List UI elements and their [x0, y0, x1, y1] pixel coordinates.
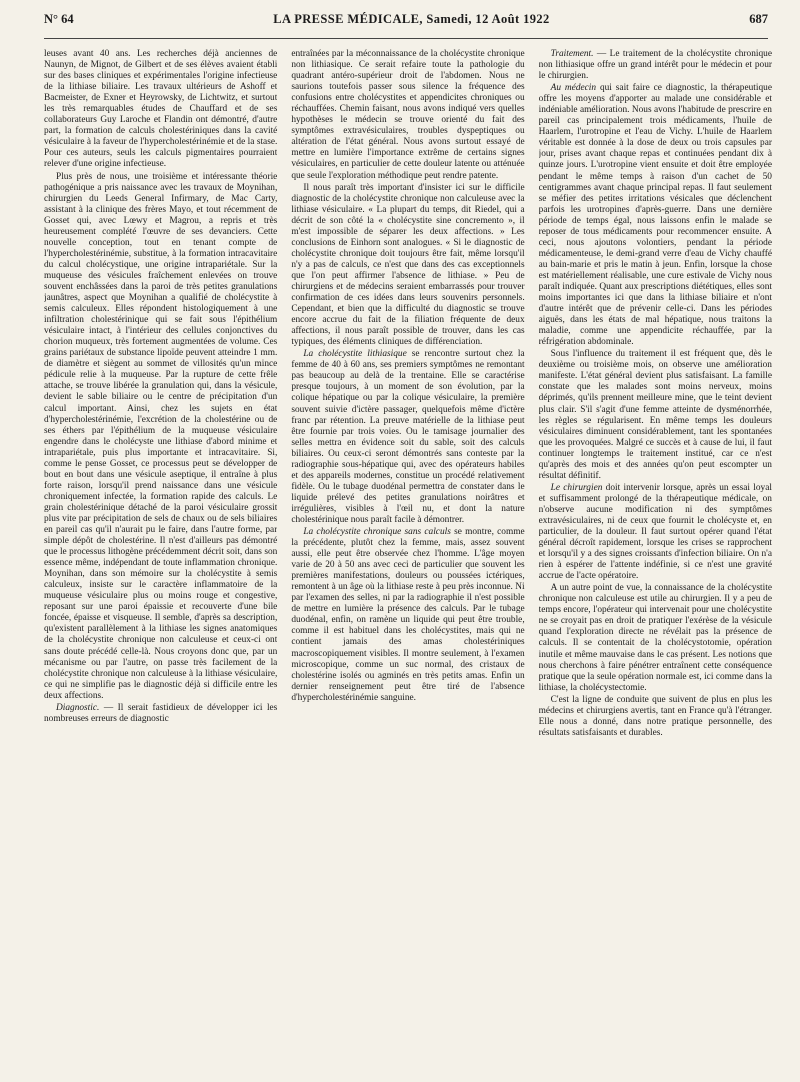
- paragraph-text: se montre, comme la précédente, plutôt chez la femme, mais, assez souvent aussi, elle peut être observée chez l'homme. L'âge moyen varie de 20 à 50 ans avec ceci de particulier que souvent les premières manifestations, douleurs ou poussées ictériques, remontent à un âge où la lithiase reste à peu près inconnue. Ni par l'examen des selles, ni par la radiographie il n'est possible de mettre en lumière la présence des calculs. Par le tubage duodénal, enfin, on ramène un liquide qui peut être trouble, comme il est habituel dans les cholécystites, mais qui ne contient jamais des amas cholestériniques macroscopiquement visibles. Il montre seulement, à l'examen microscopique, comme un suc normal, des cristaux de cholestérine isolés ou agminés en très petits amas. Enfin un dernier renseignement peut être tiré de l'absence d'hypercholestérinémie sanguine.: [291, 527, 525, 703]
- paragraph-text: se rencontre surtout chez la femme de 40 à 60 ans, ses premiers symptômes ne remontant pas beaucoup au delà de la trentaine. Elle se caractérise presque toujours, à un moment de son évolution, par la colique hépatique ou par la colique vésiculaire, la première souvent suivie d'ictère passager, quelquefois même d'ictère franc par rétention. La preuve matérielle de la lithiase peut être fournie par trois voies. Ou le tamisage journalier des selles mettra en évidence soit du sable, soit des calculs biliaires. Ou ceux-ci seront démontrés sans conteste par la radiographie sous-hépatique qui, avec des opérateurs habiles et des appareils modernes, constitue un procédé relativement fidèle. Ou le tubage duodénal permettra de constater dans le liquide prélevé des petites granulations noirâtres et irrégulières, visibles à l'œil nu, et dont la nature cholestérinique nous paraît facile à démontrer.: [291, 349, 525, 525]
- paragraph: Plus près de nous, une troisième et intéressante théorie pathogénique a pris naissance avec les travaux de Moynihan, chirurgien du Leeds General Infirmary, de Mac Carty, assistant à la clinique des frères Mayo, et tout récemment de Gosset qui, avec Lœwy et Magrou, a repris et très heureusement complété l'œuvre de ses devanciers. Cette nouvelle conception, tout en tenant compte de l'hypercholestérinémie, substitue, à la formation intracavitaire du calcul cholécystique, une origine intrapariétale. Sur la muqueuse des vésicules fraîchement enlevées on trouve souvent enchâssées dans la paroi de très petites granulations jaunâtres, aspect que Moynihan a qualifié de cholécystite à semis calculeux. Elles répondent histologiquement à une infiltration cholestérinique qui se fait sous l'épithélium vésiculaire intact, à l'intérieur des cellules conjonctives du chorion muqueux, très fortement augmentées de volume. Ces grains pariétaux de substance lipoïde peuvent atteindre 1 mm. de diamètre et siègent au sommet de villosités qu'un mince pédicule relie à la muqueuse. Par la rupture de cette frêle attache, se trouve libérée la granulation qui, dans la vésicule, devient le sable biliaire ou le centre de précipitation d'un calcul important. Ainsi, chez les sujets en état d'hypercholestérinémie, l'excrétion de la cholestérine ou de ses éthers par l'épithélium de la muqueuse vésiculaire engendre dans le cholécyste une lithiase d'abord minime et intrapariétale, puis plus importante et intracavitaire. Si, comme le pense Gosset, ce processus peut se développer de bout en bout dans une vésicule aseptique, il entraîne à plus forte raison, lorsqu'il prend naissance dans une vésicule chroniquement infectée, la formation rapide des calculs. Le grain cholestérinique détaché de la paroi vésiculaire grossit plus vite par précipitation de sels de chaux ou de sels biliaires en pareil cas qu'il n'aurait pu le faire, dans l'autre forme, par simple dépôt de cholestérine. Il n'est d'ailleurs pas démontré que le processus lithogène précédemment décrit soit, dans son essence même, indépendant de toute inflammation chronique. Moynihan, dans son mémoire sur la cholécystite à semis calculeux, insiste sur le caractère inflammatoire de la muqueuse vésiculaire plus ou moins rouge et congestive, reposant sur une paroi épaissie et recouverte d'une bile foncée, épaisse et visqueuse. Il semble, d'après sa description, qu'existent parallèlement à la lithiase les signes anatomiques de la cholécystite chronique non calculeuse et ceux-ci ont sans doute précédé celle-là. Nous croyons donc que, par un mécanisme ou par l'autre, on passe très facilement de la cholécystite chronique non calculeuse à la lithiase vésiculaire, ce qui ne simplifie pas le diagnostic déjà si difficile entre les deux affections.: [44, 171, 278, 701]
- masthead: [44, 0, 768, 39]
- article-columns: [44, 49, 772, 1049]
- paragraph: entraînées par la méconnaissance de la cholécystite chronique non lithiasique. Ce serait refaire toute la pathologie du quadrant antéro-supérieur droit de l'abdomen. Nous ne saurions toutefois passer sous silence la fréquence des confusions entre cholécystites et appendicites chroniques ou réchauffées. Chemin faisant, nous avons indiqué vers quelles hypothèses le médecin se trouve orienté du fait des symptômes extravésiculaires, troubles dyspeptiques ou altération de l'état général. Nous avons surtout essayé de mettre en lumière l'importance extrême de certains signes vésiculaires, en particulier de cette douleur latente ou atténuée que seule l'exploration méthodique peut rendre patente.: [291, 49, 525, 181]
- paragraph: Sous l'influence du traitement il est fréquent que, dès le deuxième ou troisième mois, on observe une amélioration manifeste. L'état général devient plus satisfaisant. La famille constate que les malades sont moins nerveux, moins déprimés, qu'ils prennent meilleure mine, que le teint devient plus clair. S'il s'agit d'une femme atteinte de dysménorrhée, les règles se régularisent. En même temps les douleurs vésiculaires diminuent considérablement, tant les spontanées que les provoquées. Malgré ce succès et à cause de lui, il faut continuer longtemps le traitement institué, car ce n'est qu'après des mois et des années qu'on peut escompter un résultat définitif.: [538, 349, 772, 481]
- lead-phrase: Au médecin: [550, 83, 597, 94]
- lead-phrase: Le chirurgien: [550, 482, 603, 493]
- paragraph: C'est la ligne de conduite que suivent de plus en plus les médecins et chirurgiens avertis, tant en France qu'à l'étranger. Elle nous a donné, dans notre pratique personnelle, des résultats satisfaisants et durables.: [538, 694, 772, 738]
- lead-phrase: La cholécystite chronique sans calculs: [303, 527, 451, 538]
- paragraph: [291, 527, 524, 704]
- column-3: [539, 49, 772, 1049]
- publication-title: LA PRESSE MÉDICALE, Samedi, 12 Août 1922: [273, 12, 550, 26]
- paragraph-text: — Il serait fastidieux de développer ici les nombreuses erreurs de diagnostic: [44, 702, 278, 724]
- paragraph: [44, 703, 277, 725]
- paragraph: Il nous paraît très important d'insister ici sur le difficile diagnostic de la cholécystite chronique non calculeuse avec la lithiase vésiculaire. « La plupart du temps, dit Riedel, qui a décrit de son côté la « cholécystite sine concremento », il m'est impossible de séparer les deux affections. » Les conclusions de Einhorn sont analogues. « Si le diagnostic de cholécystite chronique doit toujours être fait, même lorsqu'il n'y a pas de calculs, ce n'est que dans des cas exceptionnels que l'on peut affirmer l'absence de lithiase. » Peu de chirurgiens et de médecins seraient embarrassés pour trouver confirmation de ces idées dans leurs souvenirs personnels. Cependant, et bien que la difficulté du diagnostic se trouve encore accrue du fait de la filiation fréquente de deux affections, il nous paraît possible de trouver, dans les cas typiques, des éléments cliniques de différenciation.: [291, 182, 525, 348]
- paragraph: [539, 49, 772, 82]
- paragraph: leuses avant 40 ans. Les recherches déjà anciennes de Naunyn, de Mignot, de Gilbert et de ses élèves avaient établi sur des bases cliniques et expérimentales l'origine infectieuse de la lithiase biliaire. Les travaux ultérieurs de Ashoff et Bacmeister, de Exner et Heyrowsky, de Lichtwitz, et surtout les très remarquables études de Chauffard et de ses collaborateurs Guy Laroche et Flandin ont démontré, d'autre part, la formation de calculs cholestériniques dans la cavité vésiculaire à la faveur de l'hypercholestérinémie et de la stase. Pour ces auteurs, seuls les calculs pigmentaires pourraient relever d'une origine infectieuse.: [44, 49, 278, 170]
- issue-number: N° 64: [44, 12, 74, 26]
- paragraph: [291, 349, 524, 526]
- column-2: [291, 49, 524, 1049]
- section-heading-traitement: Traitement.: [550, 49, 594, 59]
- column-1: [44, 49, 277, 1049]
- section-heading-diagnostic: Diagnostic.: [56, 702, 100, 713]
- paragraph-text: — Le traitement de la cholécystite chronique non lithiasique offre un grand intérêt pour le médecin et pour le chirurgien.: [538, 49, 772, 82]
- paragraph: [539, 483, 772, 582]
- paragraph: [539, 83, 772, 348]
- paragraph-text: doit intervenir lorsque, après un essai loyal et suffisamment prolongé de la thérapeutique médicale, on n'observe aucune modification ni des symptômes extravésiculaires, ni de ceux que fournit le cholécyste et, en particulier, de la douleur. Il faut surtout opérer quand l'état général décroît rapidement, lorsque les crises se rapprochent et lorsqu'il y a des signes croissants d'infection biliaire. On n'a rien à espérer de l'attente indéfinie, si ce n'est une gravité accrue de l'acte opératoire.: [538, 482, 772, 582]
- paragraph-text: qui sait faire ce diagnostic, la thérapeutique offre les moyens d'apporter au malade une considérable et indéniable amélioration. Nous avons l'habitude de prescrire en pareil cas principalement trois médicaments, l'huile de Haarlem, l'urotropine et l'eau de Vichy. L'huile de Haarlem véritable est donnée à la dose de deux ou trois capsules par jour, prises avant chaque repas et continuées pendant dix à quinze jours. L'urotropine vient ensuite et doit être employée pendant le même temps à raison d'un cachet de 50 centigrammes avant chaque principal repas. Il faut seulement se méfier des petites irritations vésicales que déclenchent parfois les urotropines d'après-guerre. Dans une dernière période de temps égal, nous laissons enfin le malade se reposer de tous médicaments pour recommencer ensuite. A ceci, nous ajoutons volontiers, pendant la période médicamenteuse, le demi-grand verre d'eau de Vichy chauffé au bain-marie et pris le matin à jeun. Enfin, lorsque la chose est matériellement réalisable, une cure estivale de Vichy nous paraît indiquée. Quant aux prescriptions diététiques, elles sont moins importantes ici que dans la lithiase biliaire et n'ont d'autre intérêt que de prévenir celle-ci. Dans les périodes aiguës, dans les états de mal hépatique, nous traitons la maladie, comme une appendicite réchauffée, par la réfrigération abdominale.: [538, 83, 772, 348]
- paragraph: A un autre point de vue, la connaissance de la cholécystite chronique non calculeuse est utile au chirurgien. Il y a peu de temps encore, l'opérateur qui intervenait pour une cholécystite ne se croyait pas en droit de pratiquer l'exérèse de la vésicule quand l'exploration directe ne révélait pas la présence de calculs. Il se contentait de la cholécystotomie, opération inutile et même mauvaise dans le cas présent. Les notions que nous cherchons à faire pénétrer entraînent cette conséquence pratique que la seule opération normale est, ici comme dans la lithiase, la cholécystectomie.: [538, 583, 772, 693]
- page-number: 687: [749, 12, 768, 26]
- lead-phrase: La cholécystite lithiasique: [303, 349, 407, 360]
